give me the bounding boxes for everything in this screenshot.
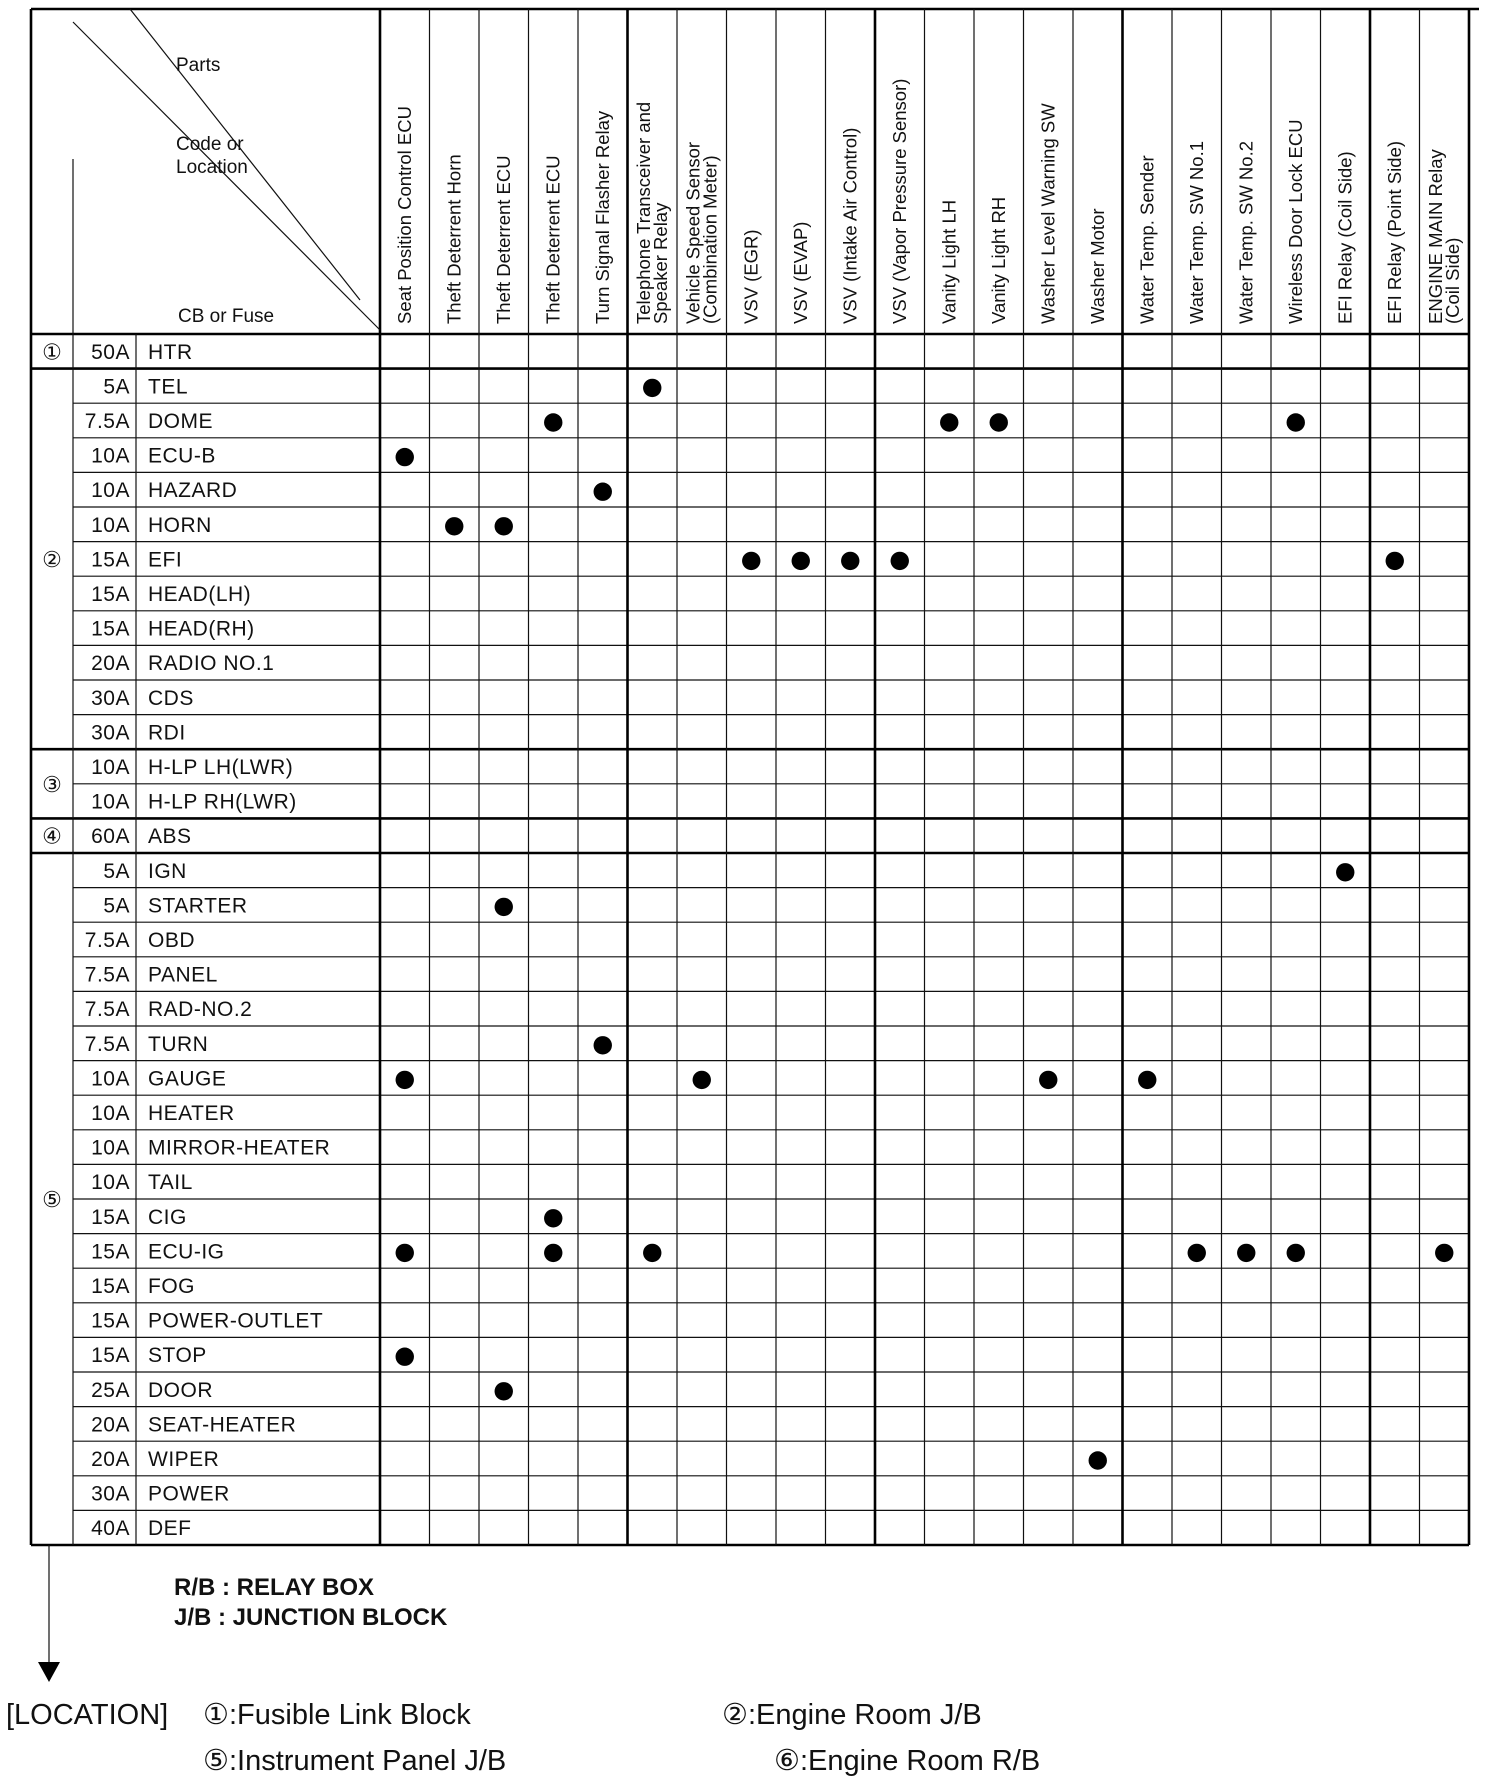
fuse-name: TAIL [148, 1171, 193, 1195]
fuse-name: DOOR [148, 1378, 213, 1402]
column-header: Water Temp. Sender [1136, 155, 1158, 324]
connection-dot [1386, 552, 1404, 570]
connection-dot [495, 1382, 513, 1400]
column-header: Seat Position Control ECU [393, 106, 415, 324]
fuse-name: HORN [148, 513, 212, 537]
connection-dot [1287, 413, 1305, 431]
fuse-name: POWER-OUTLET [148, 1309, 324, 1333]
location-item-1: ①:Fusible Link Block [203, 1699, 471, 1731]
fuse-name: STOP [148, 1344, 207, 1368]
fuse-name: DOME [148, 410, 213, 433]
fuse-name: HAZARD [148, 479, 238, 503]
connection-dot [544, 413, 562, 431]
fuse-amp: 25A [91, 1378, 130, 1402]
fuse-amp: 5A [103, 375, 130, 399]
column-header: Telephone Transceiver and [632, 101, 654, 324]
column-header: EFI Relay (Point Side) [1383, 140, 1405, 324]
group-location-mark: ③ [42, 771, 62, 797]
connection-dot [693, 1071, 711, 1089]
connection-dot [742, 552, 760, 570]
connection-dot [495, 517, 513, 535]
fuse-amp: 10A [91, 513, 130, 537]
fuse-name: OBD [148, 929, 196, 952]
connection-dot [396, 448, 414, 466]
fuse-amp: 30A [91, 721, 130, 745]
fuse-name: H-LP LH(LWR) [148, 756, 294, 779]
connection-dot [1039, 1071, 1057, 1089]
fuse-name: IGN [148, 859, 187, 883]
column-header: Turn Signal Flasher Relay [591, 110, 613, 324]
column-header: VSV (EVAP) [789, 221, 811, 324]
fuse-amp: 10A [91, 756, 130, 779]
fuse-amp: 10A [91, 1067, 130, 1091]
column-header: Washer Motor [1086, 208, 1108, 324]
column-header: (Coil Side) [1441, 237, 1463, 324]
fuse-amp: 5A [103, 859, 130, 883]
column-header: Water Temp. SW No.2 [1235, 141, 1257, 324]
fuse-name: CDS [148, 686, 194, 710]
group-location-mark: ② [42, 546, 62, 572]
column-header: Theft Deterrent Horn [443, 154, 465, 324]
fuse-name: ECU-B [148, 444, 216, 468]
fuse-amp: 15A [91, 1309, 130, 1333]
fuse-name: RADIO NO.1 [148, 652, 275, 676]
connection-dot [792, 552, 810, 570]
connection-dot [940, 413, 958, 431]
connection-dot [1237, 1244, 1255, 1262]
column-header: Theft Deterrent ECU [492, 155, 514, 324]
column-header: Vehicle Speed Sensor [682, 141, 704, 324]
connection-dot [643, 1244, 661, 1262]
location-arrow-head [38, 1662, 60, 1682]
fuse-amp: 7.5A [84, 998, 130, 1022]
fuse-amp: 15A [91, 617, 130, 641]
fuse-amp: 20A [91, 652, 130, 676]
connection-dot [1188, 1244, 1206, 1262]
connection-dot [544, 1209, 562, 1227]
fuse-name: HEAD(RH) [148, 617, 255, 641]
group-location-mark: ① [42, 339, 62, 365]
connection-dot [544, 1244, 562, 1262]
column-header: (Combination Meter) [699, 155, 721, 324]
connection-dot [594, 1036, 612, 1054]
fuse-amp: 20A [91, 1448, 130, 1471]
connection-dot [1435, 1244, 1453, 1262]
connection-dot [1138, 1071, 1156, 1089]
column-header: EFI Relay (Coil Side) [1334, 151, 1356, 324]
connection-dot [990, 413, 1008, 431]
column-header: ENGINE MAIN Relay [1424, 149, 1446, 324]
column-header: Water Temp. SW No.1 [1185, 141, 1207, 324]
connection-dot [396, 1348, 414, 1366]
fuse-amp: 7.5A [84, 410, 130, 433]
fuse-amp: 50A [91, 340, 130, 364]
fuse-amp: 15A [91, 583, 130, 606]
fuse-amp: 20A [91, 1413, 130, 1437]
fuse-name: RDI [148, 721, 186, 745]
column-header: VSV (EGR) [740, 229, 762, 324]
fuse-amp: 10A [91, 479, 130, 503]
column-header: VSV (Intake Air Control) [839, 127, 861, 324]
fuse-name: TEL [148, 375, 189, 399]
fuse-amp: 10A [91, 1102, 130, 1125]
fuse-amp: 10A [91, 1171, 130, 1195]
fuse-name: PANEL [148, 963, 218, 987]
fuse-amp: 7.5A [84, 963, 130, 987]
fuse-name: FOG [148, 1275, 195, 1298]
fuse-name: ECU-IG [148, 1240, 225, 1264]
fuse-name: EFI [148, 548, 183, 572]
header-code-label: Code or [176, 134, 244, 155]
column-header: Theft Deterrent ECU [542, 155, 564, 324]
connection-dot [1287, 1244, 1305, 1262]
fuse-name: TURN [148, 1032, 209, 1056]
connection-dot [1336, 863, 1354, 881]
fuse-amp: 15A [91, 1344, 130, 1368]
header-diagonal-2 [130, 9, 360, 300]
header-parts-label: Parts [176, 55, 221, 76]
fuse-amp: 30A [91, 1482, 130, 1506]
column-header: Wireless Door Lock ECU [1284, 119, 1306, 324]
fuse-name: H-LP RH(LWR) [148, 790, 297, 814]
fuse-amp: 10A [91, 1136, 130, 1160]
connection-dot [396, 1071, 414, 1089]
fuse-name: HEAD(LH) [148, 583, 252, 606]
connection-dot [396, 1244, 414, 1262]
connection-dot [594, 483, 612, 501]
fuse-name: GAUGE [148, 1067, 227, 1091]
fuse-amp: 40A [91, 1517, 130, 1541]
group-location-mark: ④ [42, 823, 62, 849]
header-location-label: Location [176, 157, 248, 178]
fuse-amp: 15A [91, 1240, 130, 1264]
column-header: VSV (Vapor Pressure Sensor) [888, 78, 910, 324]
fuse-amp: 15A [91, 548, 130, 572]
fuse-amp: 15A [91, 1275, 130, 1298]
fuse-amp: 7.5A [84, 929, 130, 952]
fuse-name: RAD-NO.2 [148, 998, 253, 1022]
fuse-name: DEF [148, 1517, 192, 1541]
location-item-2: ②:Engine Room J/B [722, 1699, 982, 1731]
fuse-amp: 10A [91, 790, 130, 814]
column-header: Vanity Light RH [987, 196, 1009, 324]
fuse-amp: 15A [91, 1205, 130, 1229]
connection-dot [891, 552, 909, 570]
connection-dot [841, 552, 859, 570]
connection-dot [445, 517, 463, 535]
fuse-name: SEAT-HEATER [148, 1413, 297, 1437]
legend-junction-block: J/B : JUNCTION BLOCK [174, 1604, 448, 1631]
fuse-name: CIG [148, 1205, 187, 1229]
fuse-amp: 5A [103, 894, 130, 918]
header-cb-fuse-label: CB or Fuse [178, 306, 275, 327]
location-item-5: ⑤:Instrument Panel J/B [203, 1745, 507, 1777]
column-header: Washer Level Warning SW [1037, 103, 1059, 324]
connection-dot [643, 379, 661, 397]
connection-dot [1089, 1451, 1107, 1469]
location-item-6: ⑥:Engine Room R/B [774, 1745, 1041, 1777]
fuse-amp: 7.5A [84, 1032, 130, 1056]
fuse-amp: 60A [91, 825, 130, 849]
connection-dot [495, 898, 513, 916]
fuse-name: POWER [148, 1482, 230, 1506]
fuse-amp: 30A [91, 686, 130, 710]
fuse-name: HEATER [148, 1102, 235, 1125]
legend-relay-box: R/B : RELAY BOX [174, 1574, 375, 1601]
fuse-name: HTR [148, 340, 193, 364]
group-location-mark: ⑤ [42, 1187, 62, 1212]
fuse-name: STARTER [148, 894, 248, 918]
column-header: Vanity Light LH [938, 199, 960, 324]
column-header: Speaker Relay [649, 202, 671, 324]
fuse-name: ABS [148, 825, 192, 849]
fuse-amp: 10A [91, 444, 130, 468]
fuse-name: WIPER [148, 1448, 220, 1471]
fuse-name: MIRROR-HEATER [148, 1136, 331, 1160]
location-title: [LOCATION] [6, 1699, 169, 1731]
